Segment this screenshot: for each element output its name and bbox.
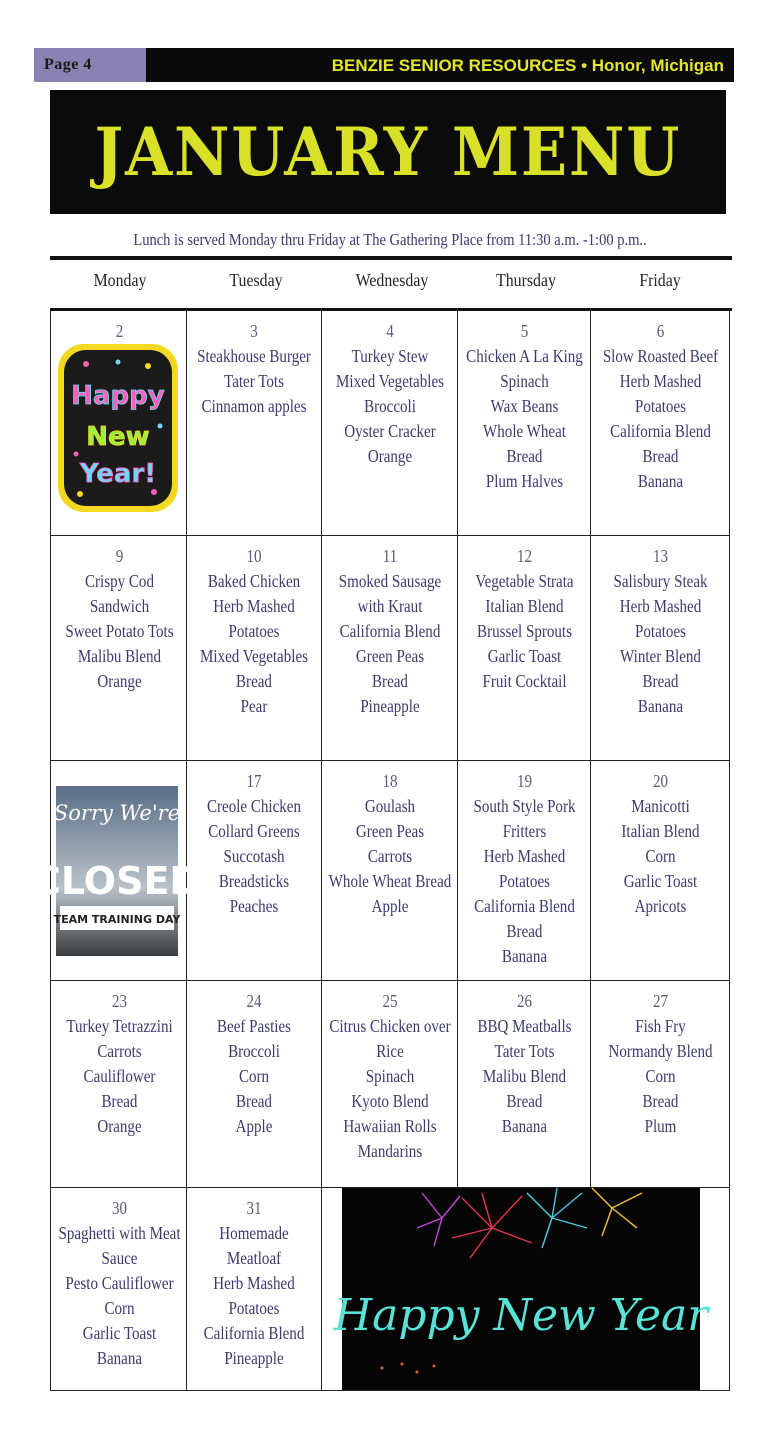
day-number: 12	[516, 546, 533, 566]
menu-item: Apple	[371, 896, 409, 916]
menu-day-cell	[322, 761, 458, 981]
menu-item: BBQ Meatballs	[477, 1016, 572, 1036]
menu-day-cell	[186, 981, 322, 1188]
menu-item: Brussel Sprouts	[477, 621, 572, 641]
menu-item: Kyoto Blend	[351, 1091, 429, 1111]
menu-item: Spaghetti with Meat	[58, 1223, 181, 1243]
menu-item: Orange	[367, 446, 413, 466]
menu-item: Apricots	[634, 896, 687, 916]
menu-item: Banana	[501, 946, 548, 966]
menu-item: Chicken A La King	[466, 346, 583, 366]
day-number: 6	[656, 321, 665, 341]
menu-item: Cinnamon apples	[201, 396, 307, 416]
menu-item: Bread	[236, 1091, 272, 1111]
menu-item: Baked Chicken	[207, 571, 301, 591]
menu-item: Fruit Cocktail	[482, 671, 567, 691]
menu-item: Italian Blend	[485, 596, 564, 616]
menu-item: Pesto Cauliflower	[65, 1273, 174, 1293]
menu-item: Steakhouse Burger	[197, 346, 311, 366]
menu-item: Garlic Toast	[623, 871, 698, 891]
menu-item: Slow Roasted Beef	[602, 346, 719, 366]
menu-day-cell	[458, 761, 591, 981]
closed-sign	[33, 786, 201, 956]
day-number: 17	[246, 771, 262, 791]
menu-item: Turkey Stew	[351, 346, 429, 366]
menu-item: California Blend	[203, 1323, 305, 1343]
menu-item: California Blend	[610, 421, 711, 441]
menu-item: Potatoes	[498, 871, 551, 891]
menu-item: Tater Tots	[224, 371, 284, 391]
menu-item: Potatoes	[228, 1298, 280, 1318]
menu-item: Winter Blend	[620, 646, 701, 666]
divider	[50, 1390, 730, 1391]
menu-item: Bread	[506, 921, 543, 941]
menu-item: Hawaiian Rolls	[343, 1116, 437, 1136]
menu-day-cell	[322, 981, 458, 1188]
closed-line-3: TEAM TRAINING DAY	[53, 913, 181, 926]
menu-item: Oyster Cracker	[344, 421, 436, 441]
menu-item: Bread	[642, 671, 679, 691]
day-number: 2	[115, 321, 124, 341]
page-title: JANUARY MENU	[94, 113, 682, 191]
menu-item: Herb Mashed	[483, 846, 566, 866]
menu-item: Breadsticks	[218, 871, 290, 891]
menu-item: Green Peas	[355, 821, 425, 841]
menu-item: Plum Halves	[485, 471, 564, 491]
menu-item: Sauce	[101, 1248, 138, 1268]
menu-day-cell	[186, 1188, 322, 1391]
menu-item: Whole Wheat	[483, 421, 566, 441]
menu-item: Garlic Toast	[487, 646, 562, 666]
menu-day-cell	[186, 761, 322, 981]
menu-item: Pineapple	[360, 696, 420, 716]
day-header-tuesday: Tuesday	[229, 270, 283, 290]
day-number: 11	[382, 546, 398, 566]
title-banner	[50, 90, 726, 214]
menu-item: Mixed Vegetables	[336, 371, 444, 391]
menu-item: Apple	[235, 1116, 273, 1136]
menu-item: Orange	[97, 1116, 142, 1136]
menu-item: Corn	[104, 1298, 135, 1318]
menu-item: Pineapple	[224, 1348, 284, 1368]
menu-item: Herb Mashed	[213, 1273, 295, 1293]
page-label: Page 4	[34, 48, 146, 82]
menu-item: Goulash	[364, 796, 416, 816]
menu-item: Corn	[645, 1066, 676, 1086]
menu-item: Citrus Chicken over	[329, 1016, 451, 1036]
menu-item: Manicotti	[631, 796, 690, 816]
menu-item: California Blend	[474, 896, 575, 916]
day-header-thursday: Thursday	[496, 270, 556, 290]
header-bar	[34, 48, 734, 82]
menu-day-cell	[458, 536, 591, 761]
menu-item: Bread	[506, 446, 543, 466]
menu-item: Crispy Cod	[84, 571, 154, 591]
menu-item: with Kraut	[357, 596, 423, 616]
day-number: 30	[111, 1198, 128, 1218]
menu-item: Homemade	[219, 1223, 289, 1243]
menu-item: Vegetable Strata	[475, 571, 574, 591]
closed-line-2: CLOSED	[33, 859, 201, 903]
menu-item: Sweet Potato Tots	[65, 621, 174, 641]
menu-item: Potatoes	[228, 621, 280, 641]
menu-item: Potatoes	[634, 396, 687, 416]
menu-item: Banana	[637, 696, 684, 716]
menu-item: Broccoli	[364, 396, 416, 416]
day-number: 23	[111, 991, 128, 1011]
menu-day-cell	[458, 981, 591, 1188]
day-number: 25	[382, 991, 398, 1011]
menu-day-cell	[322, 536, 458, 761]
menu-day-cell	[591, 761, 730, 981]
menu-item: Corn	[645, 846, 676, 866]
masthead: BENZIE SENIOR RESOURCES • Honor, Michigan	[331, 56, 724, 75]
day-header-monday: Monday	[93, 270, 147, 290]
menu-day-cell	[591, 536, 730, 761]
menu-item: Bread	[101, 1091, 138, 1111]
menu-item: Corn	[238, 1066, 270, 1086]
menu-item: Bread	[642, 1091, 679, 1111]
menu-day-cell	[186, 536, 322, 761]
day-number: 27	[652, 991, 669, 1011]
menu-item: Beef Pasties	[217, 1016, 291, 1036]
menu-item: Banana	[96, 1348, 143, 1368]
menu-item: Normandy Blend	[608, 1041, 713, 1061]
menu-item: Spinach	[365, 1066, 415, 1086]
menu-item: Potatoes	[634, 621, 687, 641]
fireworks-banner-text: Happy New Year	[333, 1290, 709, 1341]
menu-item: Carrots	[97, 1041, 142, 1061]
menu-item: Banana	[501, 1116, 548, 1136]
divider	[729, 1188, 730, 1391]
menu-day-cell	[50, 1188, 187, 1391]
menu-item: Green Peas	[355, 646, 425, 666]
day-header-wednesday: Wednesday	[355, 270, 429, 290]
menu-item: Malibu Blend	[77, 646, 162, 666]
day-number: 20	[652, 771, 669, 791]
day-number: 24	[246, 991, 262, 1011]
menu-item: Creole Chicken	[206, 796, 302, 816]
menu-item: Smoked Sausage	[338, 571, 442, 591]
badge-word-3: Year!	[79, 459, 157, 489]
day-number: 9	[115, 546, 124, 566]
menu-item: Italian Blend	[621, 821, 700, 841]
menu-day-cell	[50, 981, 187, 1188]
menu-day-cell	[591, 311, 730, 536]
menu-item: Pear	[240, 696, 268, 716]
menu-item: Fritters	[502, 821, 547, 841]
menu-item: Bread	[506, 1091, 543, 1111]
day-header-friday: Friday	[639, 270, 681, 290]
menu-item: Collard Greens	[208, 821, 300, 841]
menu-item: Carrots	[367, 846, 413, 866]
service-hours: Lunch is served Monday thru Friday at The Gathering Place from 11:30 a.m. -1:00 p.m..	[133, 230, 647, 249]
menu-day-cell	[50, 536, 187, 761]
badge-word-1: Happy	[71, 381, 165, 411]
menu-item: Herb Mashed	[619, 371, 702, 391]
day-number: 3	[250, 321, 258, 341]
menu-item: Banana	[637, 471, 684, 491]
closed-line-1: Sorry We're	[53, 801, 181, 825]
menu-item: Whole Wheat Bread	[328, 871, 452, 891]
menu-item: Herb Mashed	[619, 596, 702, 616]
happy-new-year-badge	[56, 342, 180, 514]
menu-item: Bread	[372, 671, 408, 691]
menu-item: Spinach	[500, 371, 549, 391]
menu-item: Bread	[642, 446, 679, 466]
menu-item: Herb Mashed	[213, 596, 295, 616]
menu-item: Salisbury Steak	[613, 571, 708, 591]
menu-day-cell	[591, 981, 730, 1188]
day-number: 13	[652, 546, 669, 566]
day-number: 31	[246, 1198, 262, 1218]
menu-day-cell	[458, 311, 591, 536]
menu-item: Orange	[97, 671, 142, 691]
menu-day-cell	[186, 311, 322, 536]
day-number: 10	[246, 546, 262, 566]
menu-day-cell	[322, 311, 458, 536]
fireworks-banner	[333, 1188, 709, 1390]
menu-item: Mandarins	[357, 1141, 423, 1161]
menu-item: Turkey Tetrazzini	[66, 1016, 173, 1036]
badge-word-2: New	[86, 422, 150, 452]
menu-item: Mixed Vegetables	[200, 646, 308, 666]
menu-item: Sandwich	[89, 596, 150, 616]
menu-item: Fish Fry	[635, 1016, 686, 1036]
menu-item: Succotash	[223, 846, 285, 866]
divider	[50, 256, 732, 260]
day-number: 19	[516, 771, 533, 791]
day-number: 4	[386, 321, 394, 341]
menu-item: Peaches	[229, 896, 279, 916]
menu-item: Malibu Blend	[482, 1066, 567, 1086]
menu-item: California Blend	[339, 621, 441, 641]
day-number: 5	[520, 321, 529, 341]
day-number: 18	[382, 771, 398, 791]
menu-item: Tater Tots	[494, 1041, 555, 1061]
menu-item: Garlic Toast	[82, 1323, 157, 1343]
day-number: 26	[516, 991, 533, 1011]
menu-item: Cauliflower	[83, 1066, 156, 1086]
menu-item: Rice	[376, 1041, 404, 1061]
menu-item: Meatloaf	[226, 1248, 282, 1268]
menu-item: Wax Beans	[490, 396, 559, 416]
menu-item: Plum	[644, 1116, 677, 1136]
menu-item: Broccoli	[228, 1041, 280, 1061]
menu-item: Bread	[236, 671, 272, 691]
menu-item: South Style Pork	[473, 796, 576, 816]
